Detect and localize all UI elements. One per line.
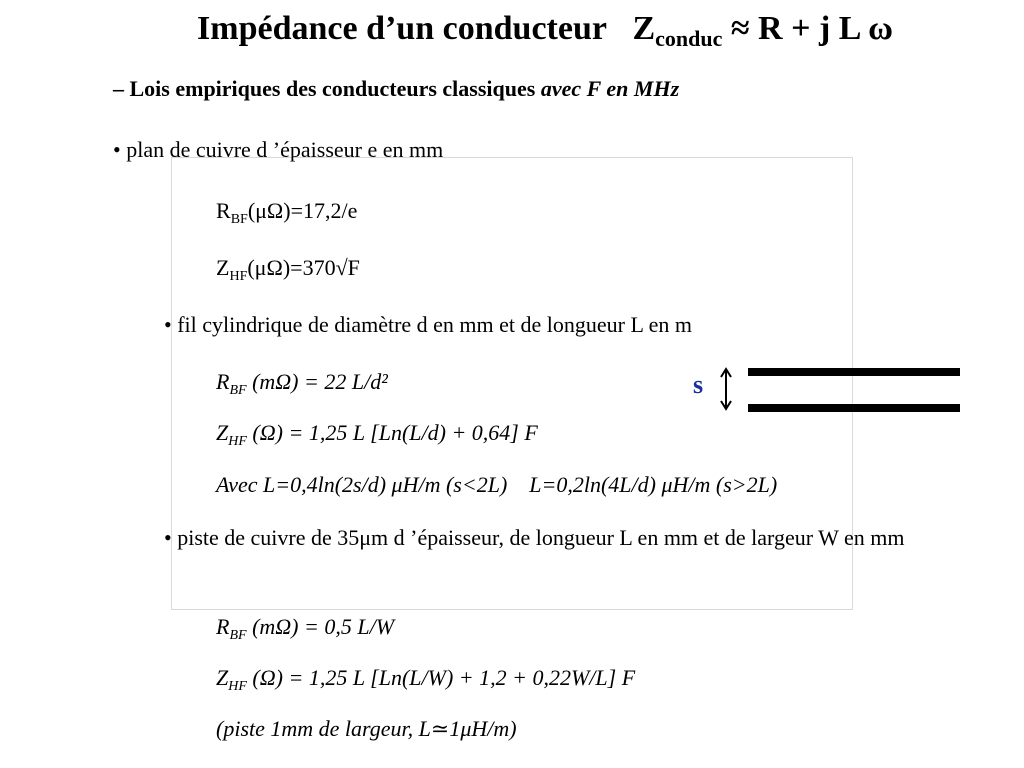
plan-z-symbol: Z (216, 255, 230, 280)
subtitle (113, 76, 679, 102)
spacing-arrow-icon (721, 369, 731, 409)
piste-zhf-formula (216, 665, 636, 694)
piste-r-symbol: R (216, 614, 230, 639)
wire-spacing-diagram (712, 362, 962, 418)
piste-r-subscript: BF (229, 628, 247, 643)
fil-zhf-formula (216, 420, 538, 449)
lower-wire (748, 404, 960, 412)
fil-avec-formula (216, 472, 777, 498)
plan-zhf-formula (216, 255, 360, 284)
piste-bullet: • piste de cuivre de 35μm d ’épaisseur, de longueur L en mm et de largeur W en mm (164, 525, 905, 550)
fil-r-subscript: BF (229, 383, 247, 398)
plan-z-expression: (μΩ)=370√F (247, 255, 360, 280)
plan-bullet: • plan de cuivre d ’épaisseur e en mm (113, 137, 444, 162)
fil-z-subscript: HF (228, 434, 247, 449)
spacing-label: s (693, 370, 704, 399)
title-z: Z (632, 10, 656, 47)
plan-r-expression: (μΩ)=17,2/e (247, 198, 358, 223)
fil-z-symbol: Z (216, 420, 229, 445)
title-formula: ≈ R + j L ω (722, 10, 893, 47)
fil-r-expression: (mΩ) = 22 L/d² (246, 369, 388, 394)
upper-wire (748, 368, 960, 376)
plan-r-subscript: BF (230, 212, 248, 227)
piste-z-subscript: HF (228, 679, 247, 694)
piste-z-symbol: Z (216, 665, 229, 690)
piste-rbf-formula (216, 614, 395, 643)
subtitle-italic: avec F en MHz (540, 76, 680, 101)
fil-bullet: • fil cylindrique de diamètre d en mm et de longueur L en m (164, 312, 692, 337)
fil-r-symbol: R (216, 369, 230, 394)
piste-r-expression: (mΩ) = 0,5 L/W (246, 614, 395, 639)
subtitle-bold: – Lois empiriques des conducteurs classiques (113, 76, 536, 101)
title-subscript: conduc (655, 26, 723, 51)
plan-r-symbol: R (216, 198, 231, 223)
title-main: Impédance d’un conducteur (197, 10, 607, 47)
fil-rbf-formula (216, 369, 388, 398)
piste-z-expression: (Ω) = 1,25 L [Ln(L/W) + 1,2 + 0,22W/L] F (246, 665, 636, 690)
fil-avec-high: L=0,2ln(4L/d) μH/m (s>2L) (529, 472, 778, 497)
fil-avec-low: Avec L=0,4ln(2s/d) μH/m (s<2L) (216, 472, 508, 497)
piste-note: (piste 1mm de largeur, L≃1μH/m) (216, 716, 517, 741)
plan-rbf-formula (216, 198, 358, 227)
fil-z-expression: (Ω) = 1,25 L [Ln(L/d) + 0,64] F (246, 420, 538, 445)
slide-title (0, 10, 1024, 52)
plan-z-subscript: HF (229, 269, 248, 284)
